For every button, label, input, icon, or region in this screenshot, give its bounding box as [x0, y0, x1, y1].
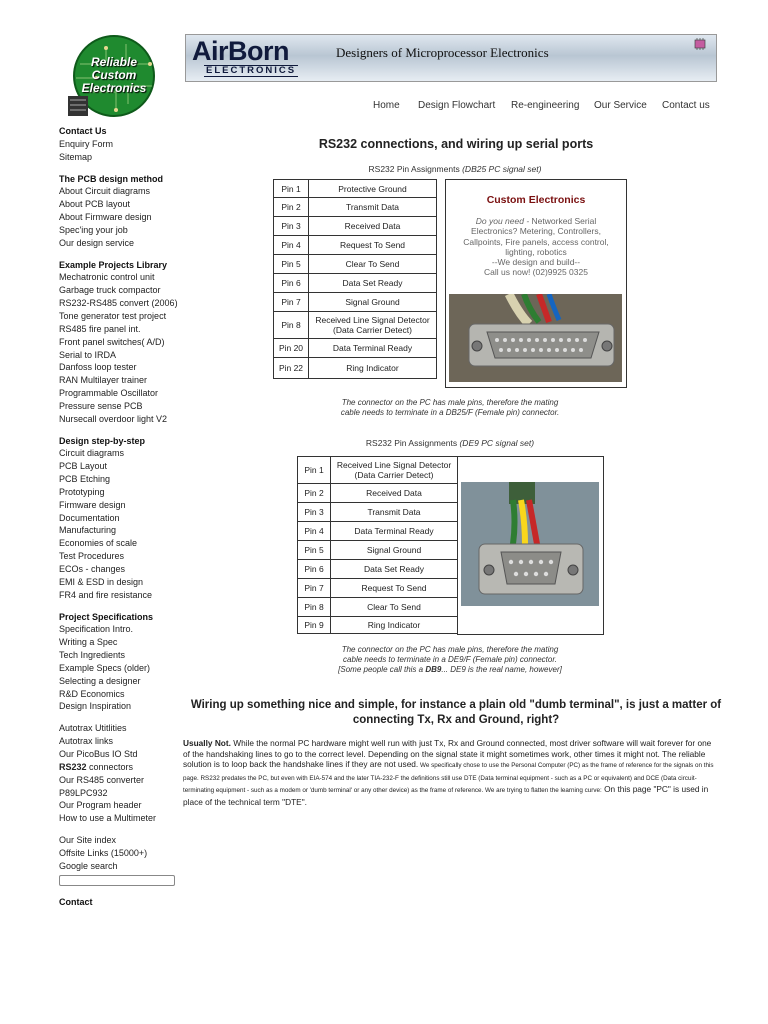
- nav-our-service[interactable]: Our Service: [594, 100, 647, 111]
- pin-cell: Pin 3: [274, 217, 309, 236]
- para-text: On this page "PC" is used in place of the technical term "DTE".: [183, 784, 709, 807]
- note-text: ... DE9 is the real name, however]: [441, 665, 562, 674]
- de9-photo-box: [457, 456, 604, 635]
- logo-line: Electronics: [81, 81, 147, 95]
- sidebar-link[interactable]: Our design service: [59, 237, 135, 248]
- sidebar-heading[interactable]: Example Projects Library: [59, 259, 168, 270]
- sidebar-link[interactable]: About PCB layout: [59, 199, 131, 210]
- chip-icon: [692, 38, 708, 50]
- google-search-input[interactable]: [59, 875, 175, 886]
- table-row: [298, 598, 458, 617]
- sidebar-link[interactable]: Enquiry Form: [59, 138, 114, 149]
- sidebar-link[interactable]: Autotrax links: [59, 736, 114, 747]
- caption-italic: (DE9 PC signal set): [459, 438, 535, 448]
- sidebar-link[interactable]: Writing a Spec: [59, 637, 118, 648]
- sidebar-link[interactable]: Manufacturing: [59, 525, 117, 536]
- table-row: [298, 579, 458, 598]
- table-row: [274, 274, 437, 293]
- note-line: The connector on the PC has male pins, therefore the mating: [341, 645, 559, 654]
- sidebar-link[interactable]: Example Specs (older): [59, 662, 151, 673]
- top-navigation: [360, 100, 710, 116]
- sidebar-heading[interactable]: Contact Us: [59, 126, 107, 136]
- table-row: [298, 541, 458, 560]
- pin-cell: Pin 3: [298, 503, 331, 522]
- table-row: [298, 457, 458, 484]
- sidebar-link[interactable]: Our PicoBus IO Std: [59, 748, 138, 759]
- body-paragraph: [183, 738, 717, 808]
- site-logo[interactable]: [66, 34, 158, 118]
- pin-cell: Pin 4: [274, 236, 309, 255]
- nav-re-engineering[interactable]: Re-engineering: [511, 100, 580, 111]
- table-row: [298, 503, 458, 522]
- de9-note: [300, 645, 600, 675]
- signal-cell: Clear To Send: [331, 598, 458, 617]
- sidebar-link[interactable]: How to use a Multimeter: [59, 813, 157, 824]
- db25-pin-table: [273, 179, 437, 379]
- logo-line: Reliable: [90, 55, 138, 69]
- sidebar-heading[interactable]: The PCB design method: [59, 173, 164, 184]
- note-line: cable needs to terminate in a DB25/F (Female pin) connector.: [340, 408, 560, 417]
- sidebar-link[interactable]: Circuit diagrams: [59, 448, 125, 459]
- para-text: While the normal PC hardware might well run with just Tx, Rx and Ground connected, most driver software will wait forever for one of the handshaking lines to go to the correct level. Depending on the signal state it might sometimes work, other times it might not. The reliable solution is to loop back the handshake lines if they are not used.: [183, 738, 712, 770]
- signal-cell: Protective Ground: [309, 180, 437, 198]
- signal-cell: Ring Indicator: [309, 358, 437, 379]
- sidebar-section-specs: [59, 611, 177, 714]
- ad-text: [456, 216, 616, 278]
- current-page-marker: RS232: [59, 761, 87, 772]
- sidebar-section-links: [59, 834, 177, 886]
- pin-cell: Pin 2: [298, 484, 331, 503]
- signal-cell: Request To Send: [331, 579, 458, 598]
- sidebar-link[interactable]: EMI & ESD in design: [59, 576, 144, 587]
- page-title: RS232 connections, and wiring up serial ports: [318, 137, 594, 151]
- sidebar-link[interactable]: Selecting a designer: [59, 675, 141, 686]
- sidebar-link[interactable]: RAN Multilayer trainer: [59, 375, 148, 386]
- table-row: [274, 339, 437, 358]
- signal-cell: Signal Ground: [309, 293, 437, 312]
- pin-cell: Pin 8: [298, 598, 331, 617]
- sidebar-link[interactable]: RS232-RS485 convert (2006): [59, 298, 178, 309]
- sidebar-link[interactable]: Programmable Oscillator: [59, 388, 159, 399]
- brand-name: AirBorn: [192, 36, 289, 66]
- sidebar-link[interactable]: About Firmware design: [59, 212, 152, 223]
- note-text: [Some people call this a: [338, 665, 426, 674]
- sidebar-link[interactable]: Nursecall overdoor light V2: [59, 413, 168, 424]
- pin-cell: Pin 6: [274, 274, 309, 293]
- sidebar-link[interactable]: PCB Etching: [59, 474, 111, 485]
- db25-connector-photo: [449, 294, 622, 382]
- pin-cell: Pin 9: [298, 617, 331, 634]
- sidebar-contact[interactable]: Contact: [59, 896, 93, 907]
- sidebar-link[interactable]: ECOs - changes: [59, 564, 126, 574]
- note-line: [300, 665, 600, 675]
- caption-text: RS232 Pin Assignments: [368, 164, 460, 174]
- sidebar-link[interactable]: FR4 and fire resistance: [59, 589, 153, 600]
- signal-cell: Request To Send: [309, 236, 437, 255]
- sidebar-link[interactable]: Documentation: [59, 512, 120, 523]
- sidebar-link-rs232-connectors[interactable]: [59, 761, 177, 774]
- sidebar-link[interactable]: Test Procedures: [59, 551, 125, 562]
- table-row: [274, 293, 437, 312]
- table-row: [274, 312, 437, 339]
- nav-design-flowchart[interactable]: Design Flowchart: [418, 100, 496, 111]
- sidebar-link[interactable]: Economies of scale: [59, 538, 138, 549]
- pin-cell: Pin 7: [298, 579, 331, 598]
- sidebar-link[interactable]: PCB Layout: [59, 461, 108, 472]
- db25-caption: [275, 164, 635, 174]
- sidebar-heading[interactable]: Project Specifications: [59, 611, 154, 622]
- note-line: The connector on the PC has male pins, therefore the mating: [341, 398, 559, 407]
- pin-cell: Pin 20: [274, 339, 309, 358]
- table-row: [274, 358, 437, 379]
- signal-cell: Received Data: [309, 217, 437, 236]
- sidebar-link[interactable]: RS485 fire panel int.: [59, 323, 141, 334]
- pin-cell: Pin 1: [298, 457, 331, 484]
- signal-cell: Transmit Data: [331, 503, 458, 522]
- table-row: [274, 236, 437, 255]
- pin-cell: Pin 8: [274, 312, 309, 339]
- signal-cell: Ring Indicator: [331, 617, 458, 634]
- signal-cell: Data Set Ready: [309, 274, 437, 293]
- note-line: cable needs to terminate in a DE9/F (Female pin) connector.: [343, 655, 557, 664]
- sidebar-link[interactable]: Mechatronic control unit: [59, 272, 155, 283]
- sidebar-link[interactable]: Spec'ing your job: [59, 224, 128, 235]
- nav-contact-us[interactable]: Contact us: [662, 100, 710, 111]
- sidebar-link[interactable]: Offsite Links (15000+): [59, 847, 148, 858]
- sidebar-section-tools: [59, 722, 177, 825]
- sidebar-heading[interactable]: Design step-by-step: [59, 435, 146, 446]
- pin-cell: Pin 5: [298, 541, 331, 560]
- sidebar-link[interactable]: Prototyping: [59, 486, 105, 497]
- para-small-text: We specifically chose to use the Personal Computer (PC) as the frame of reference for the signals on this page. RS232 predates the PC, but even with EIA-574 and the later TIA-232-F the definitions still use DTE (Data terminal equipment - such as a PC or equivalent) and DCE (Data circuit-terminating equipment - such as a modem or 'dumb terminal' or any other device) as the frame of reference. We are trying to flatten the learning curve:: [183, 762, 714, 795]
- pin-cell: Pin 22: [274, 358, 309, 379]
- pin-cell: Pin 7: [274, 293, 309, 312]
- signal-cell: Received Line Signal Detector (Data Carrier Detect): [309, 312, 437, 339]
- caption-italic: (DB25 PC signal set): [462, 164, 542, 174]
- sidebar-link-text: connectors: [86, 761, 134, 772]
- pin-cell: Pin 4: [298, 522, 331, 541]
- sidebar-link[interactable]: Design Inspiration: [59, 701, 132, 712]
- table-row: [274, 198, 437, 217]
- ad-title[interactable]: Custom Electronics: [486, 194, 586, 206]
- signal-cell: Transmit Data: [309, 198, 437, 217]
- table-row: [274, 180, 437, 198]
- de9-caption: [270, 438, 630, 448]
- signal-cell: Data Set Ready: [331, 560, 458, 579]
- nav-home[interactable]: Home: [373, 100, 400, 111]
- sidebar-link[interactable]: Our Program header: [59, 800, 142, 811]
- sidebar-section-pcb-method: [59, 173, 177, 250]
- table-row: [298, 560, 458, 579]
- note-bold: DB9: [425, 665, 442, 674]
- signal-cell: Received Line Signal Detector (Data Carrier Detect): [331, 457, 458, 484]
- sidebar-link[interactable]: Our RS485 converter: [59, 774, 145, 785]
- para-bold: Usually Not.: [183, 738, 231, 748]
- sidebar-link[interactable]: Serial to IRDA: [59, 349, 117, 360]
- custom-electronics-box: [445, 179, 627, 388]
- sidebar-link[interactable]: Firmware design: [59, 499, 126, 510]
- ad-call: Call us now! (02)9925 0325: [484, 267, 588, 278]
- caption-text: RS232 Pin Assignments: [365, 438, 458, 448]
- sidebar-link[interactable]: Front panel switches( A/D): [59, 336, 165, 347]
- sidebar-link[interactable]: Tone generator test project: [59, 310, 167, 321]
- sidebar-link[interactable]: Our Site index: [59, 835, 117, 846]
- table-row: [298, 522, 458, 541]
- sidebar-link[interactable]: Specification Intro.: [59, 624, 134, 635]
- pin-cell: Pin 5: [274, 255, 309, 274]
- table-row: [274, 255, 437, 274]
- ad-body: Networked Serial Electronics? Metering, Controllers, Callpoints, Fire panels, access control, lighting, robotics: [463, 216, 609, 257]
- de9-connector-photo: [461, 482, 599, 606]
- sidebar-link[interactable]: R&D Economics: [59, 688, 125, 699]
- ad-lead: Do you need -: [475, 216, 530, 226]
- table-row: [298, 617, 458, 634]
- table-row: [274, 217, 437, 236]
- signal-cell: Clear To Send: [309, 255, 437, 274]
- sidebar-section-contact: [59, 125, 177, 164]
- ad-line2: --We design and build--: [491, 257, 581, 268]
- sidebar-link[interactable]: Google search: [59, 860, 118, 871]
- sidebar-link[interactable]: P89LPC932: [59, 787, 108, 798]
- de9-pin-table: [297, 456, 458, 634]
- sidebar-link[interactable]: Garbage truck compactor: [59, 285, 161, 296]
- sidebar: [59, 125, 177, 908]
- sidebar-section-projects: [59, 259, 177, 426]
- signal-cell: Data Terminal Ready: [331, 522, 458, 541]
- logo-line: Custom: [91, 68, 137, 82]
- pin-cell: Pin 6: [298, 560, 331, 579]
- db25-note: [300, 398, 600, 418]
- pin-cell: Pin 1: [274, 180, 309, 198]
- sidebar-link[interactable]: Tech Ingredients: [59, 650, 126, 661]
- sidebar-link[interactable]: Sitemap: [59, 151, 93, 162]
- sidebar-section-steps: [59, 435, 177, 602]
- sidebar-link[interactable]: Danfoss loop tester: [59, 362, 137, 373]
- sidebar-link[interactable]: Autotrax Utitlities: [59, 723, 127, 734]
- pin-cell: Pin 2: [274, 198, 309, 217]
- header-banner: [185, 34, 717, 82]
- signal-cell: Received Data: [331, 484, 458, 503]
- sidebar-link[interactable]: Pressure sense PCB: [59, 400, 143, 411]
- sidebar-link[interactable]: About Circuit diagrams: [59, 186, 151, 197]
- signal-cell: Data Terminal Ready: [309, 339, 437, 358]
- table-row: [298, 484, 458, 503]
- section-heading: Wiring up something nice and simple, for instance a plain old "dumb terminal", is just a matter of connecting Tx, Rx and Ground, right?: [190, 699, 722, 726]
- banner-tagline: Designers of Microprocessor Electronics: [336, 45, 549, 60]
- brand-subtitle: ELECTRONICS: [206, 65, 297, 76]
- signal-cell: Signal Ground: [331, 541, 458, 560]
